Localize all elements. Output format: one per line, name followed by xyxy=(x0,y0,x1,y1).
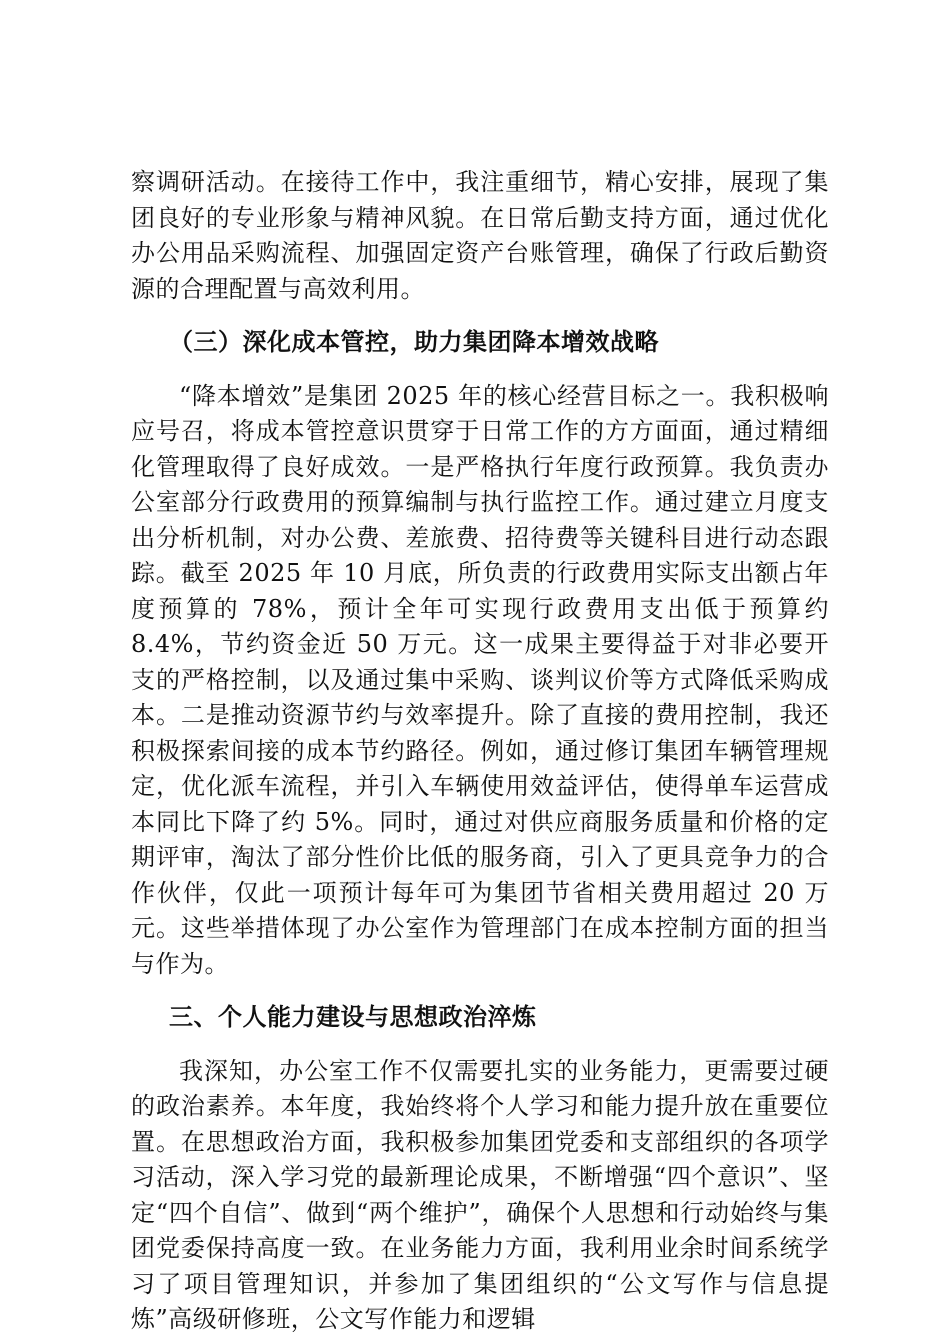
paragraph-cost-control: “降本增效”是集团 2025 年的核心经营目标之一。我积极响应号召，将成本管控意识贯穿于日常工作的方方面面，通过精细化管理取得了良好成效。一是严格执行年度行政预算。我负责办公室部分行政费用的预算编制与执行监控工作。通过建立月度支出分析机制，对办公费、差旅费、招待费等关键科目进行动态跟踪。截至 2025 年 10 月底，所负责的行政费用实际支出额占年度预算的 78%，预计全年可实现行政费用支出低于预算约 8.4%，节约资金近 50 万元。这一成果主要得益于对非必要开支的严格控制，以及通过集中采购、谈判议价等方式降低采购成本。二是推动资源节约与效率提升。除了直接的费用控制，我还积极探索间接的成本节约路径。例如，通过修订集团车辆管理规定，优化派车流程，并引入车辆使用效益评估，使得单车运营成本同比下降了约 5%。同时，通过对供应商服务质量和价格的定期评审，淘汰了部分性价比低的服务商，引入了更具竞争力的合作伙伴，仅此一项预计每年可为集团节省相关费用超过 20 万元。这些举措体现了办公室作为管理部门在成本控制方面的担当与作为。 xyxy=(131,381,829,978)
document-body xyxy=(131,165,829,1338)
section-heading-personal-development: 三、个人能力建设与思想政治淬炼 xyxy=(169,1003,537,1031)
spacer xyxy=(131,1036,829,1054)
spacer xyxy=(131,307,829,325)
section-heading-cost-control: （三）深化成本管控，助力集团降本增效战略 xyxy=(169,328,659,356)
spacer xyxy=(131,982,829,1000)
paragraph-continued: 察调研活动。在接待工作中，我注重细节，精心安排，展现了集团良好的专业形象与精神风貌。在日常后勤支持方面，通过优化办公用品采购流程、加强固定资产台账管理，确保了行政后勤资源的合理配置与高效利用。 xyxy=(131,168,829,303)
paragraph-personal-development: 我深知，办公室工作不仅需要扎实的业务能力，更需要过硬的政治素养。本年度，我始终将个人学习和能力提升放在重要位置。在思想政治方面，我积极参加集团党委和支部组织的各项学习活动，深入学习党的最新理论成果，不断增强“四个意识”、坚定“四个自信”、做到“两个维护”，确保个人思想和行动始终与集团党委保持高度一致。在业务能力方面，我利用业余时间系统学习了项目管理知识，并参加了集团组织的“公文写作与信息提炼”高级研修班，公文写作能力和逻辑 xyxy=(131,1056,829,1333)
spacer xyxy=(131,361,829,379)
